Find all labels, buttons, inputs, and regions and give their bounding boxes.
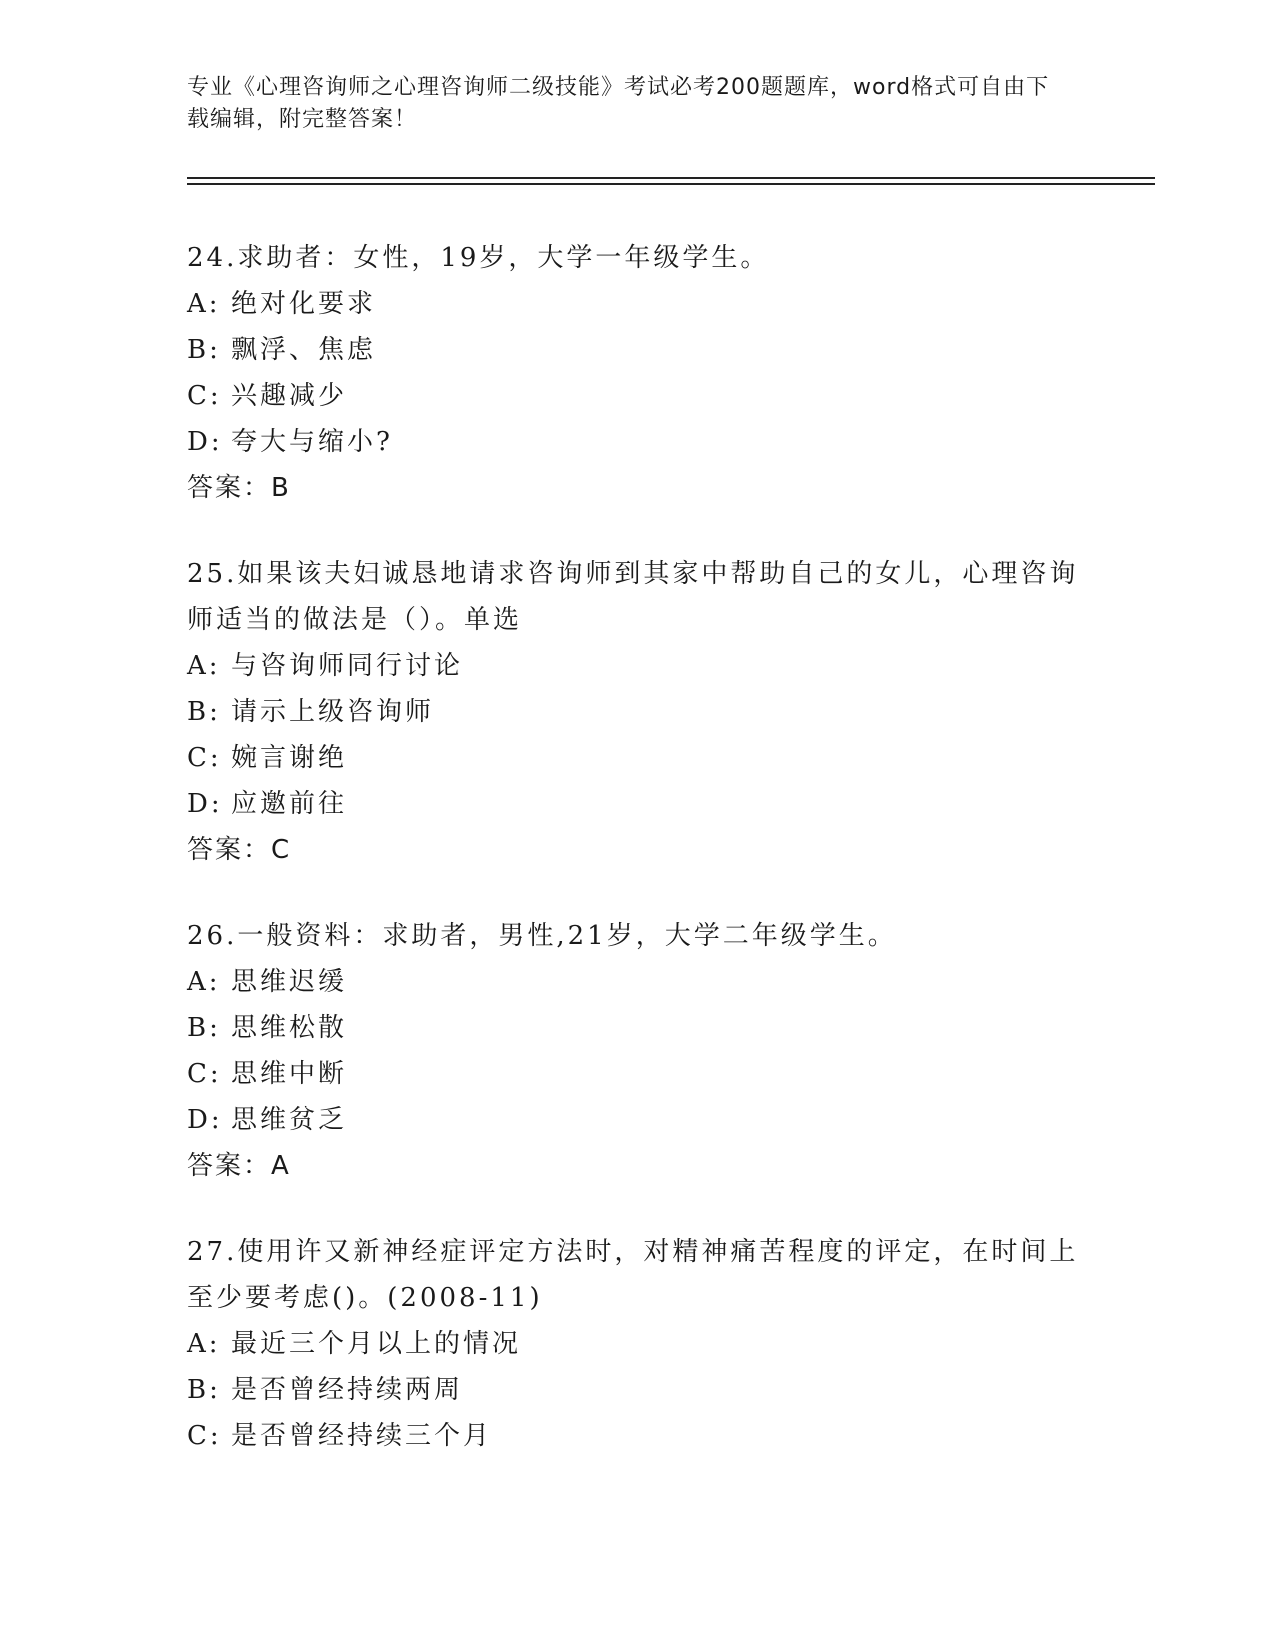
option-letter: D: [187,1105,223,1135]
question-text: 26.一般资料：求助者，男性,21岁，大学二年级学生。 [187,921,897,951]
option-c [187,1051,1087,1097]
option-letter: B: [187,697,221,727]
option-text: 思维贫乏 [231,1105,348,1135]
answer-line: 答案：C [187,835,292,865]
option-a [187,281,1087,327]
option-letter: C: [187,381,222,411]
option-b [187,1005,1087,1051]
option-letter: B: [187,335,221,365]
option-letter: C: [187,1421,222,1451]
option-b [187,689,1087,735]
option-b [187,327,1087,373]
option-letter: D: [187,427,223,457]
option-letter: A: [187,967,221,997]
option-text: 是否曾经持续两周 [231,1375,464,1405]
option-c [187,373,1087,419]
option-d [187,419,1087,465]
option-text: 思维迟缓 [231,967,348,997]
option-a [187,1321,1087,1367]
header-divider-top [187,177,1155,179]
option-d [187,781,1087,827]
question-text: 24.求助者：女性，19岁，大学一年级学生。 [187,243,770,273]
header-divider-bottom [187,183,1155,185]
option-text: 夸大与缩小? [231,427,393,457]
option-text: 兴趣减少 [231,381,348,411]
question-text: 27.使用许又新神经症评定方法时，对精神痛苦程度的评定，在时间上至少要考虑()。(2008-11) [187,1237,1079,1313]
option-letter: A: [187,1329,221,1359]
question-27 [187,1229,1087,1459]
option-letter: A: [187,289,221,319]
option-text: 最近三个月以上的情况 [231,1329,522,1359]
option-letter: C: [187,743,222,773]
question-list [187,235,1087,1499]
question-25 [187,551,1087,873]
option-c [187,1413,1087,1459]
option-text: 思维中断 [231,1059,348,1089]
question-text: 25.如果该夫妇诚恳地请求咨询师到其家中帮助自己的女儿，心理咨询师适当的做法是（）。单选 [187,559,1079,635]
option-text: 绝对化要求 [231,289,377,319]
option-text: 是否曾经持续三个月 [231,1421,493,1451]
option-letter: D: [187,789,223,819]
option-d [187,1097,1087,1143]
option-text: 请示上级咨询师 [231,697,435,727]
option-text: 与咨询师同行讨论 [231,651,464,681]
option-letter: B: [187,1013,221,1043]
option-text: 应邀前往 [231,789,348,819]
option-a [187,959,1087,1005]
option-text: 飘浮、焦虑 [231,335,377,365]
option-text: 思维松散 [231,1013,348,1043]
question-24 [187,235,1087,511]
answer-line: 答案：A [187,1151,291,1181]
option-text: 婉言谢绝 [231,743,348,773]
option-letter: A: [187,651,221,681]
document-header: 专业《心理咨询师之心理咨询师二级技能》考试必考200题题库，word格式可自由下载编辑，附完整答案！ [187,75,1050,132]
option-letter: C: [187,1059,222,1089]
answer-line: 答案：B [187,473,291,503]
option-letter: B: [187,1375,221,1405]
option-b [187,1367,1087,1413]
question-26 [187,913,1087,1189]
option-c [187,735,1087,781]
option-a [187,643,1087,689]
